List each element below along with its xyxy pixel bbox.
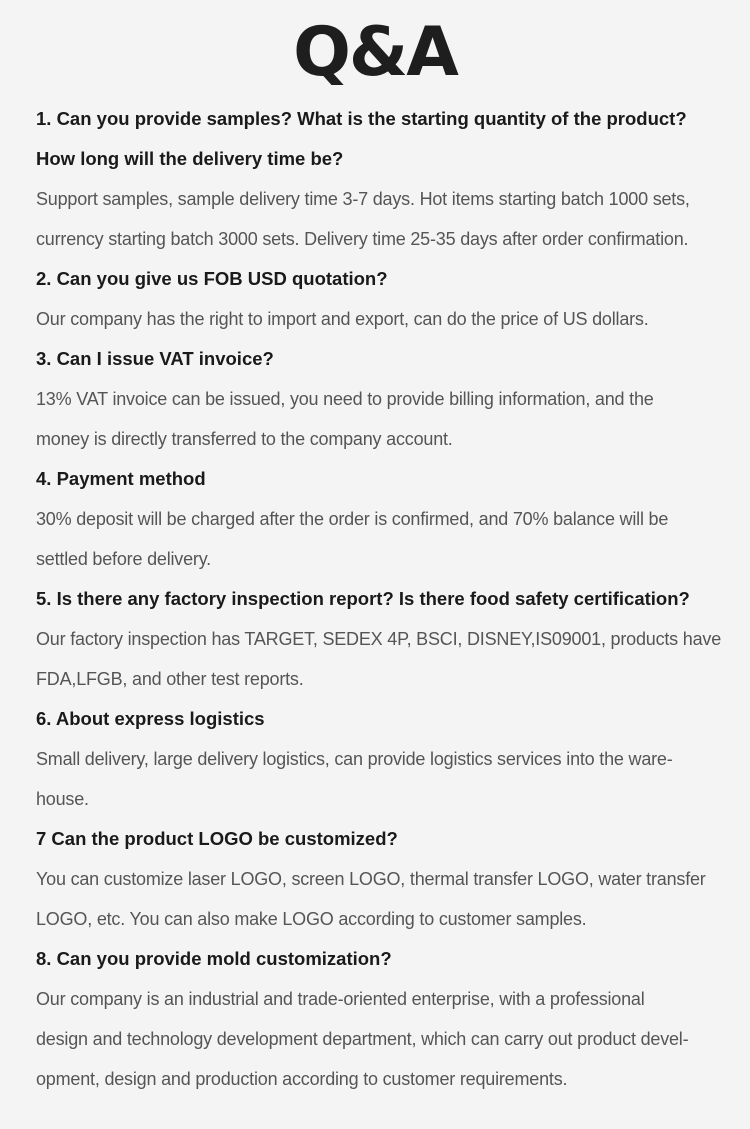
qa-item-6 (36, 699, 728, 819)
answer-6-line-1: Small delivery, large delivery logistics, can provide logistics services into the ware- (36, 749, 673, 769)
answer-4-line-1: 30% deposit will be charged after the order is confirmed, and 70% balance will be (36, 509, 669, 529)
answer-8-line-2: design and technology development department, which can carry out product devel- (36, 1029, 689, 1049)
answer-5-line-1: Our factory inspection has TARGET, SEDEX 4P, BSCI, DISNEY,IS09001, products have (36, 629, 722, 649)
answer-7-line-1: You can customize laser LOGO, screen LOGO, thermal transfer LOGO, water transfer (36, 869, 706, 889)
question-5: 5. Is there any factory inspection report? Is there food safety certification? (36, 588, 690, 609)
question-1-line-2: How long will the delivery time be? (36, 148, 344, 169)
answer-4-line-2: settled before delivery. (36, 549, 211, 569)
qa-item-4 (36, 459, 728, 579)
answer-8-line-3: opment, design and production according to customer requirements. (36, 1069, 568, 1089)
qa-item-8 (36, 939, 728, 1099)
question-6: 6. About express logistics (36, 708, 265, 729)
question-1-line-1: 1. Can you provide samples? What is the starting quantity of the product? (36, 108, 687, 129)
qa-item-5 (36, 579, 728, 699)
question-2: 2. Can you give us FOB USD quotation? (36, 268, 388, 289)
qa-item-7 (36, 819, 728, 939)
qa-item-1 (36, 99, 728, 259)
question-3: 3. Can I issue VAT invoice? (36, 348, 274, 369)
answer-5-line-2: FDA,LFGB, and other test reports. (36, 669, 304, 689)
question-7: 7 Can the product LOGO be customized? (36, 828, 398, 849)
answer-1-line-2: currency starting batch 3000 sets. Delivery time 25-35 days after order confirmation. (36, 229, 689, 249)
page-title: Q&A (293, 13, 457, 92)
answer-2-line-1: Our company has the right to import and export, can do the price of US dollars. (36, 309, 649, 329)
question-4: 4. Payment method (36, 468, 206, 489)
answer-6-line-2: house. (36, 789, 89, 809)
qa-item-3 (36, 339, 728, 459)
answer-3-line-2: money is directly transferred to the company account. (36, 429, 453, 449)
question-8: 8. Can you provide mold customization? (36, 948, 392, 969)
answer-8-line-1: Our company is an industrial and trade-oriented enterprise, with a professional (36, 989, 645, 1009)
qa-list (36, 99, 728, 1099)
answer-7-line-2: LOGO, etc. You can also make LOGO according to customer samples. (36, 909, 587, 929)
answer-1-line-1: Support samples, sample delivery time 3-7 days. Hot items starting batch 1000 sets, (36, 189, 690, 209)
answer-3-line-1: 13% VAT invoice can be issued, you need to provide billing information, and the (36, 389, 654, 409)
qa-item-2 (36, 259, 728, 339)
